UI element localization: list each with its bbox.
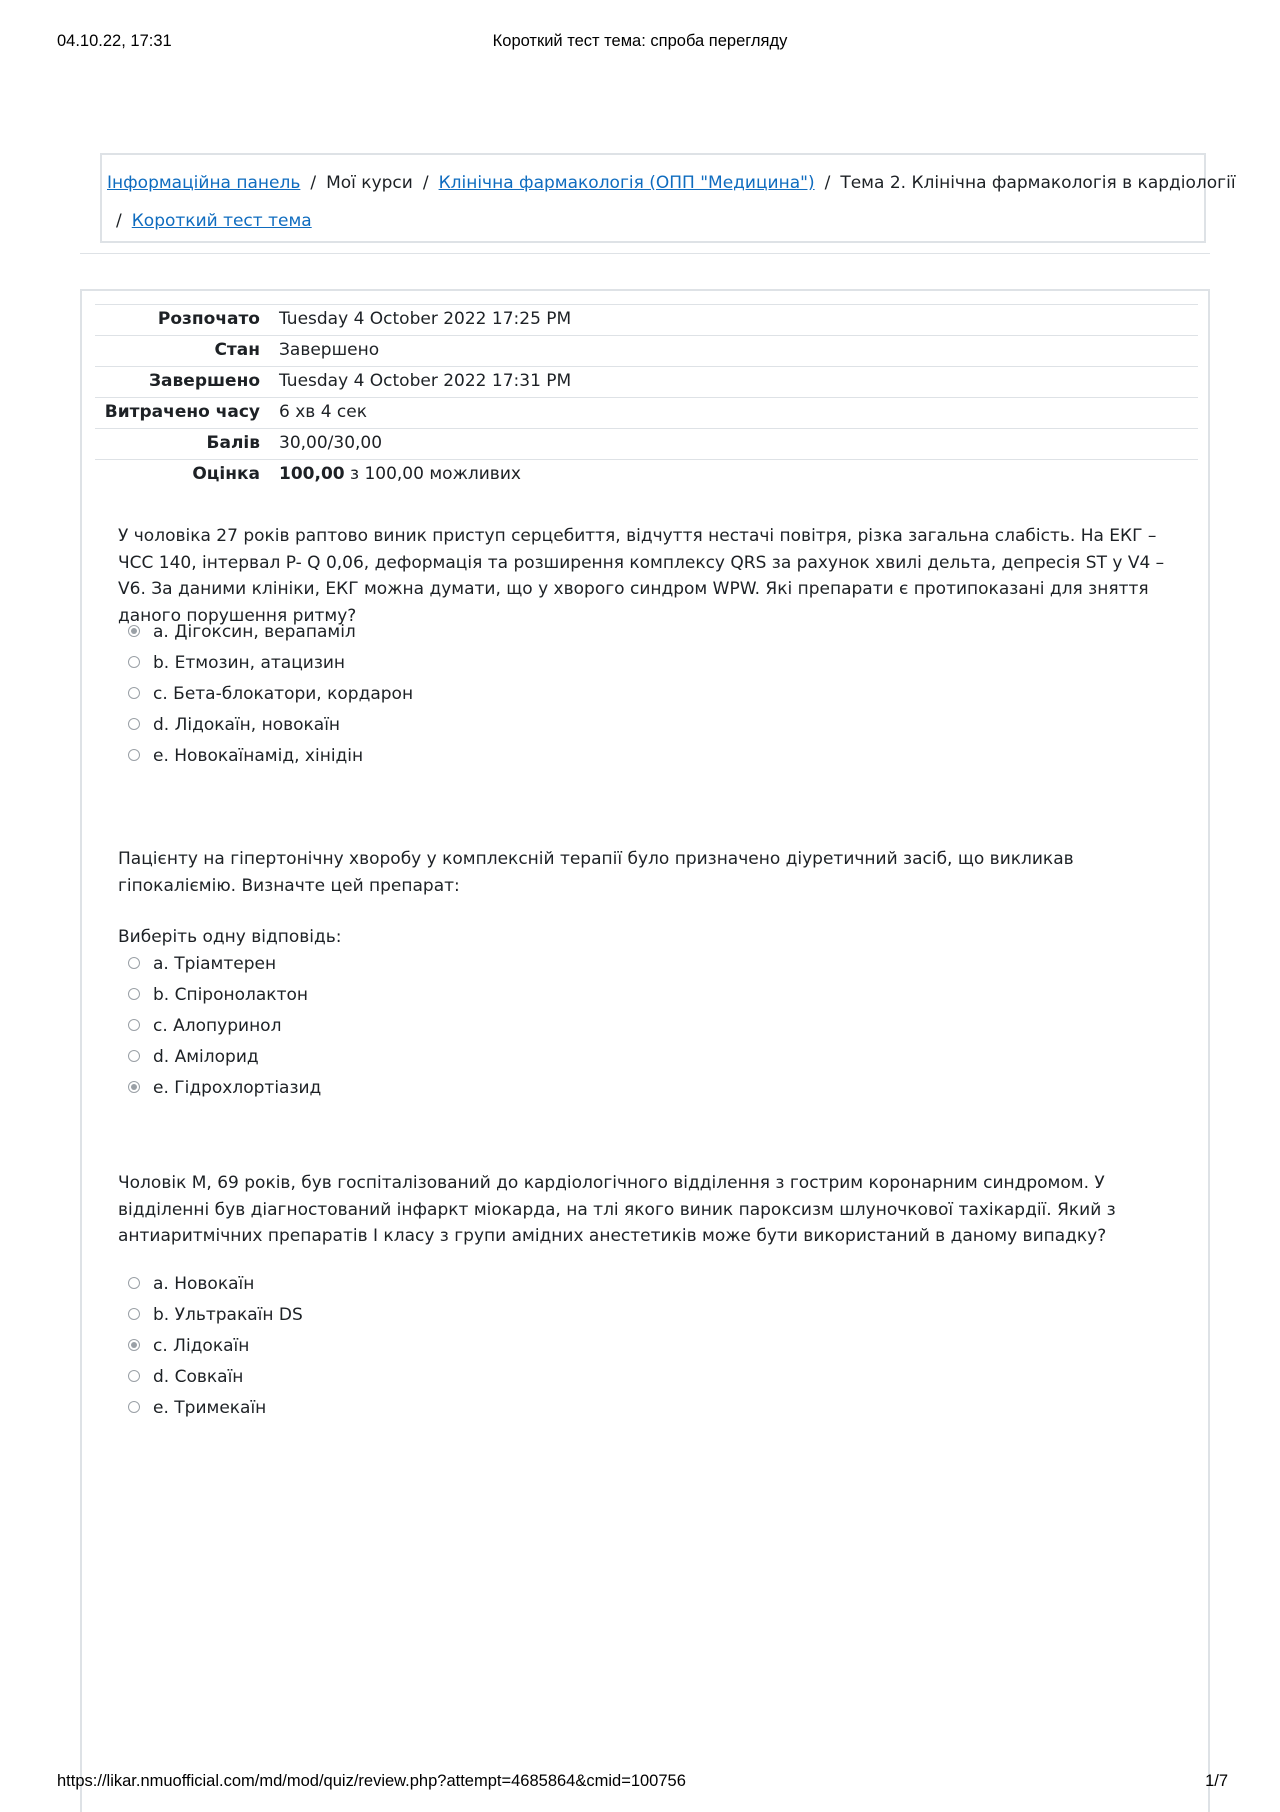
answer-label: d. Совкаїн [153, 1367, 244, 1387]
attempt-summary-table [95, 304, 1198, 490]
breadcrumb-separator: / [310, 173, 317, 193]
summary-label: Оцінка [192, 464, 260, 484]
radio-icon[interactable] [128, 1019, 140, 1031]
radio-selected-icon[interactable] [128, 625, 140, 637]
radio-icon[interactable] [128, 1277, 140, 1289]
grade-out-of: з 100,00 можливих [344, 464, 521, 484]
breadcrumb-dashboard-link[interactable]: Інформаційна панель [107, 173, 301, 193]
radio-icon[interactable] [128, 1050, 140, 1062]
answer-label: d. Лідокаїн, новокаїн [153, 715, 341, 735]
radio-icon[interactable] [128, 957, 140, 969]
question-text: У чоловіка 27 років раптово виник приступ серцебиття, відчуття нестачі повітря, різка загальна слабість. На ЕКГ – ЧСС 140, інтервал P- Q 0,06, деформація та розширення комплексу QRS за рахунок хвилі дельта, депресія ST у V4 – V6. За даними клініки, ЕКГ можна думати, що у хворого синдром WPW. Які препарати є протипоказані для зняття даного порушення ритму? [118, 526, 1165, 626]
answer-label: e. Новокаїнамід, хінідін [153, 746, 364, 766]
summary-value: Завершено [279, 340, 380, 360]
summary-row-grade [95, 459, 1198, 490]
summary-value: 30,00/30,00 [279, 433, 383, 453]
summary-row-time-taken [95, 397, 1198, 428]
print-header [0, 32, 1280, 56]
radio-selected-icon[interactable] [128, 1081, 140, 1093]
answer-label: b. Спіронолактон [153, 985, 308, 1005]
summary-label: Завершено [148, 371, 260, 391]
breadcrumb [100, 153, 1236, 243]
summary-label: Стан [214, 340, 260, 360]
answer-label: a. Дігоксин, верапаміл [153, 622, 356, 642]
radio-icon[interactable] [128, 687, 140, 699]
breadcrumb-separator: / [824, 173, 831, 193]
radio-icon[interactable] [128, 656, 140, 668]
breadcrumb-topic: Тема 2. Клінічна фармакологія в кардіології [840, 173, 1236, 193]
summary-value [279, 460, 521, 489]
print-url: https://likar.nmuofficial.com/md/mod/quiz/review.php?attempt=4685864&cmid=100756 [57, 1772, 686, 1790]
answer-label: a. Новокаїн [153, 1274, 255, 1294]
summary-row-started [95, 304, 1198, 335]
breadcrumb-separator: / [422, 173, 429, 193]
radio-icon[interactable] [128, 749, 140, 761]
breadcrumb-course-link[interactable]: Клінічна фармакологія (ОПП "Медицина") [438, 173, 815, 193]
radio-icon[interactable] [128, 1401, 140, 1413]
question-text: Чоловік М, 69 років, був госпіталізований до кардіологічного відділення з гострим коронарним синдромом. У відділенні був діагностований інфаркт міокарда, на тлі якого виник пароксизм шлуночкової тахікардії. Який з антиаритмічних препаратів I класу з групи амідних анестетиків може бути використаний в даному випадку? [118, 1173, 1116, 1246]
breadcrumb-row [107, 171, 1236, 195]
summary-value: 6 хв 4 сек [279, 402, 367, 422]
question-2 [118, 846, 1168, 1098]
radio-icon[interactable] [128, 988, 140, 1000]
summary-row-completed [95, 366, 1198, 397]
answer-label: d. Амілорид [153, 1047, 259, 1067]
summary-value: Tuesday 4 October 2022 17:25 PM [279, 309, 572, 329]
print-datetime: 04.10.22, 17:31 [57, 32, 172, 50]
radio-icon[interactable] [128, 1370, 140, 1382]
answer-label: e. Гідрохлортіазид [153, 1078, 322, 1098]
quiz-review-content [80, 289, 1210, 1812]
question-text: Пацієнту на гіпертонічну хворобу у комплексній терапії було призначено діуретичний засіб, що викликав гіпокаліємію. Визначте цей препарат: [118, 849, 1074, 896]
answer-label: c. Алопуринол [153, 1016, 282, 1036]
breadcrumb-my-courses: Мої курси [326, 173, 413, 193]
summary-label: Балів [206, 433, 260, 453]
print-page-number: 1/7 [1205, 1772, 1228, 1790]
grade-value: 100,00 [279, 464, 345, 484]
summary-label: Витрачено часу [104, 402, 260, 422]
answer-label: e. Тримекаїн [153, 1398, 267, 1418]
breadcrumb-separator: / [116, 211, 122, 231]
breadcrumb-quiz-link[interactable]: Короткий тест тема [131, 211, 312, 231]
summary-value: Tuesday 4 October 2022 17:31 PM [279, 371, 572, 391]
summary-row-marks [95, 428, 1198, 459]
radio-icon[interactable] [128, 1308, 140, 1320]
radio-icon[interactable] [128, 718, 140, 730]
answer-label: c. Лідокаїн [153, 1336, 250, 1356]
print-footer [0, 1772, 1280, 1796]
radio-selected-icon[interactable] [128, 1339, 140, 1351]
answer-label: c. Бета-блокатори, кордарон [153, 684, 414, 704]
question-prompt: Виберіть одну відповідь: [118, 927, 342, 947]
divider [80, 253, 1210, 254]
question-3 [118, 1170, 1168, 1418]
answer-label: a. Тріамтерен [153, 954, 277, 974]
answer-label: b. Ультракаїн DS [153, 1305, 303, 1325]
summary-row-state [95, 335, 1198, 366]
question-1 [118, 523, 1168, 766]
breadcrumb-row [116, 209, 312, 233]
answer-label: b. Етмозин, атацизин [153, 653, 346, 673]
summary-label: Розпочато [157, 309, 260, 329]
print-title: Короткий тест тема: спроба перегляду [492, 32, 788, 50]
